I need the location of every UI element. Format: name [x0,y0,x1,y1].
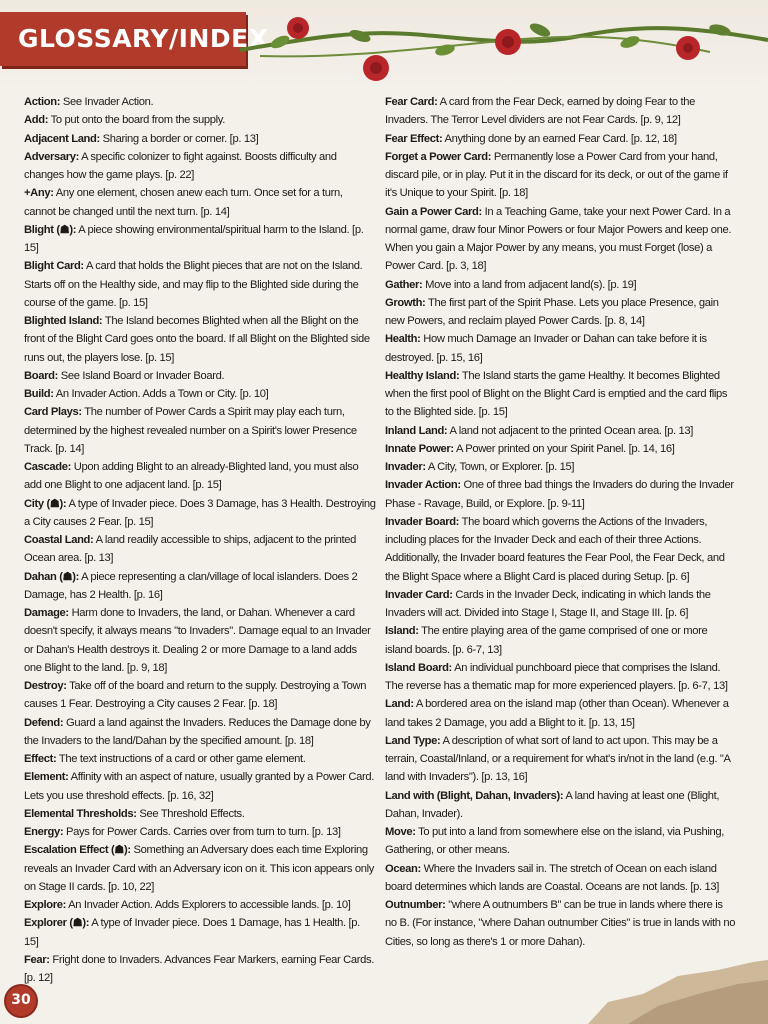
glossary-definition: Take off of the board and return to the supply. Destroying a Town causes 1 Fear. Destroying a City causes 2 Fear. [p. 18] [24,680,367,711]
glossary-entry [24,367,376,385]
glossary-definition: Pays for Power Cards. Carries over from turn to turn. [p. 13] [65,826,341,838]
glossary-entry [385,330,737,367]
glossary-term: Destroy: [24,680,67,692]
glossary-term: Inland Land: [385,424,448,437]
glossary-entry [385,860,737,897]
leaf [528,21,552,39]
glossary-definition: The board which governs the Actions of the Invaders, including places for the Invader Deck and each of their three Actions. Additionally, the Invader board features the Fear Pool, the Fear Deck, and the Blight Space where a Blight Card is placed during Setup. [p. 6] [385,515,725,583]
glossary-entry [385,440,737,458]
glossary-term: Invader: [385,461,426,473]
glossary-term: Fear: [24,953,50,966]
glossary-entry [24,805,376,823]
glossary-definition: See Invader Action. [62,96,154,108]
glossary-definition: A land readily accessible to ships, adjacent to the printed Ocean area. [p. 13] [24,534,357,565]
glossary-term: Land Type: [385,734,441,747]
glossary-definition: An individual punchboard piece that comprises the Island. The reverse has a thematic map for more experienced players. [p. 6-7, 13] [385,661,728,692]
glossary-term: Blight (☗): [24,223,77,236]
glossary-entry [24,184,376,221]
glossary-definition: The Island starts the game Healthy. It becomes Blighted when the first pool of Blight on the Blight Card is emptied and the card flips to the Blighted side. [p. 15] [385,369,728,419]
glossary-entry [24,312,376,367]
glossary-term: Innate Power: [385,442,454,455]
glossary-entry [24,823,376,841]
leaf [269,33,291,51]
glossary-entry [24,531,376,568]
glossary-definition: The text instructions of a card or other game element. [58,753,306,765]
glossary-term: Build: [24,388,54,400]
glossary-term: Healthy Island: [385,369,460,382]
page-number: 30 [11,992,31,1008]
glossary-definition: One of three bad things the Invaders do during the Invader Phase - Ravage, Build, or Explore. [p. 9-11] [385,479,734,510]
glossary-entry [385,513,737,586]
glossary-definition: Something an Adversary does each time Exploring reveals an Invader Card with an Adversary icon on it. This icon appears only on Stage II cards. [p. 10, 22] [24,844,375,893]
glossary-entry [24,148,376,185]
glossary-term: Invader Board: [385,515,460,528]
glossary-definition: See Island Board or Invader Board. [60,369,225,382]
glossary-term: Add: [24,114,49,127]
glossary-entry [385,695,737,732]
glossary-entry [385,367,737,422]
glossary-term: Explorer (☗): [24,917,90,930]
glossary-definition: Any one element, chosen anew each turn. Once set for a turn, cannot be changed until the next turn. [p. 14] [24,187,343,218]
glossary-term: Island: [385,625,419,638]
glossary-entry [24,458,376,495]
glossary-term: Blight Card: [24,260,84,273]
glossary-entry [385,732,737,787]
glossary-definition: A City, Town, or Explorer. [p. 15] [427,461,575,473]
glossary-entry [24,257,376,312]
glossary-definition: How much Damage an Invader or Dahan can take before it is destroyed. [p. 15, 16] [385,333,707,364]
rose-vine-illustration [240,0,768,90]
glossary-entry [385,896,737,951]
glossary-term: Defend: [24,716,64,729]
glossary-term: Action: [24,96,61,108]
glossary-entry [24,495,376,532]
glossary-entry [24,951,376,988]
glossary-term: Gain a Power Card: [385,205,482,218]
glossary-column-right [385,93,737,951]
glossary-definition: An Invader Action. Adds Explorers to accessible lands. [p. 10] [68,899,351,911]
glossary-definition: Harm done to Invaders, the land, or Dahan. Whenever a card doesn't specify, it always means "to Invaders". Damage equal to an Invader or Dahan's Health destroys it. Dealing 2 or more Damage to a land adds one Blight to the land. [p. 9, 18] [24,607,371,674]
glossary-term: Health: [385,333,421,346]
glossary-definition: Move into a land from adjacent land(s). [p. 19] [425,278,637,291]
glossary-term: Blighted Island: [24,315,103,327]
glossary-term: Forget a Power Card: [385,150,492,163]
glossary-term: Move: [385,826,416,838]
glossary-entry [24,714,376,751]
glossary-entry [24,914,376,951]
glossary-entry [24,604,376,677]
glossary-term: Growth: [385,296,426,309]
glossary-entry [385,622,737,659]
glossary-term: Fear Card: [385,96,438,108]
glossary-entry [385,294,737,331]
glossary-term: Island Board: [385,661,452,674]
glossary-term: Invader Card: [385,588,453,601]
glossary-definition: The first part of the Spirit Phase. Lets you place Presence, gain new Powers, and reclaim played Power Cards. [p. 8, 14] [385,296,719,327]
glossary-entry [24,568,376,605]
glossary-entry [24,677,376,714]
glossary-term: Escalation Effect (☗): [24,844,131,857]
glossary-definition: A piece representing a clan/village of local islanders. Does 2 Damage, has 2 Health. [p. 16] [24,570,358,601]
rose-icon [683,43,693,53]
glossary-entry [24,768,376,805]
glossary-definition: The number of Power Cards a Spirit may play each turn, determined by the highest revealed number on a Spirit's lower Presence Track. [p. 14] [24,406,357,455]
glossary-term: Energy: [24,826,64,838]
leaf [348,28,372,45]
glossary-entry [385,458,737,476]
glossary-term: Explore: [24,899,66,911]
glossary-column-left [24,93,376,987]
glossary-entry [385,659,737,696]
glossary-entry [24,750,376,768]
glossary-entry [385,203,737,276]
glossary-term: Land with (Blight, Dahan, Invaders): [385,789,564,802]
glossary-definition: Guard a land against the Invaders. Reduces the Damage done by the Invaders to the land/Dahan by the specified amount. [p. 18] [24,716,371,747]
glossary-definition: A land having at least one (Blight, Dahan, Invader). [385,789,720,820]
glossary-definition: The entire playing area of the game comprised of one or more island boards. [p. 6-7, 13] [385,625,708,656]
glossary-entry [24,111,376,129]
rose-icon [370,62,382,74]
glossary-definition: Where the Invaders sail in. The stretch of Ocean on each island board determines which lands are Coastal. Oceans are not lands. [p. 13] [385,862,719,893]
glossary-term: Fear Effect: [385,132,443,145]
glossary-term: Adversary: [24,150,79,163]
glossary-term: Dahan (☗): [24,570,80,583]
glossary-definition: "where A outnumbers B" can be true in lands where there is no B. (For instance, "where Dahan outnumber Cities" is true in lands with no Cities, so long as there's 1 or more Dahan). [385,899,736,948]
glossary-term: City (☗): [24,497,67,510]
glossary-entry [385,422,737,440]
glossary-definition: A land not adjacent to the printed Ocean area. [p. 13] [449,424,694,437]
glossary-definition: A Power printed on your Spirit Panel. [p. 14, 16] [455,442,675,455]
page-title: GLOSSARY/INDEX [18,24,269,53]
glossary-term: Ocean: [385,862,421,875]
glossary-entry [24,93,376,111]
glossary-term: Effect: [24,753,57,765]
glossary-term: Gather: [385,278,423,291]
glossary-definition: To put onto the board from the supply. [50,114,225,127]
glossary-definition: Upon adding Blight to an already-Blighted land, you must also add one Blight to one adjacent land. [p. 15] [24,461,359,492]
glossary-definition: Affinity with an aspect of nature, usually granted by a Power Card. Lets you use threshold effects. [p. 16, 32] [24,771,375,802]
glossary-definition: Fright done to Invaders. Advances Fear Markers, earning Fear Cards. [p. 12] [24,953,375,984]
glossary-definition: A type of Invader piece. Does 1 Damage, has 1 Health. [p. 15] [24,917,360,948]
glossary-term: Coastal Land: [24,534,94,546]
glossary-entry [24,130,376,148]
glossary-term: Outnumber: [385,899,446,911]
glossary-definition: Anything done by an earned Fear Card. [p. 12, 18] [444,132,677,145]
glossary-entry [385,130,737,148]
glossary-term: Adjacent Land: [24,132,100,145]
glossary-term: Invader Action: [385,479,461,492]
glossary-term: +Any: [24,187,54,200]
glossary-definition: A bordered area on the island map (other than Ocean). Whenever a land takes 2 Damage, you add a Blight to it. [p. 13, 15] [385,698,729,729]
glossary-term: Element: [24,771,69,784]
glossary-entry [385,823,737,860]
rose-icon [293,23,303,33]
glossary-definition: A piece showing environmental/spiritual harm to the Island. [p. 15] [24,223,364,254]
glossary-term: Elemental Thresholds: [24,807,137,820]
glossary-term: Land: [385,698,414,711]
glossary-entry [385,787,737,824]
title-banner [0,12,269,66]
glossary-entry [24,841,376,896]
glossary-definition: A specific colonizer to fight against. Boosts difficulty and changes how the game plays. [p. 22] [24,150,337,181]
glossary-entry [24,221,376,258]
glossary-entry [385,586,737,623]
page-number-badge [6,986,36,1016]
glossary-definition: A type of Invader piece. Does 3 Damage, has 3 Health. Destroying a City causes 2 Fear. [p. 15] [24,497,376,528]
glossary-entry [24,403,376,458]
cliff-illustration [588,954,768,1024]
glossary-definition: A card that holds the Blight pieces that are not on the Island. Starts off on the Healthy side, and may flip to the Blighted side during the course of the game. [p. 15] [24,260,363,309]
leaf [619,34,641,50]
glossary-definition: A description of what sort of land to act upon. This may be a terrain, Coastal/Inland, or a requirement for what's in/not in the land (e.g. "A land with Invaders"). [p. 13, 16] [385,734,731,784]
glossary-entry [385,148,737,203]
glossary-entry [24,385,376,403]
glossary-entry [385,476,737,513]
glossary-definition: A card from the Fear Deck, earned by doing Fear to the Invaders. The Terror Level dividers are not Fear Cards. [p. 9, 12] [385,96,695,127]
glossary-entry [385,276,737,294]
glossary-definition: See Threshold Effects. [139,807,245,820]
glossary-entry [24,896,376,914]
glossary-definition: In a Teaching Game, take your next Power Card. In a normal game, draw four Minor Powers or four Major Powers and keep one. When you gain a Major Power by any means, you must Forget (lose) a Power Card. [p. 3, 18] [385,205,732,273]
glossary-definition: The Island becomes Blighted when all the Blight on the front of the Blight Card goes onto the board. If all Blight on the Blighted side runs out, the players lose. [p. 15] [24,315,370,364]
glossary-definition: To put into a land from somewhere else on the island, via Pushing, Gathering, or other means. [385,826,725,857]
glossary-term: Damage: [24,607,69,619]
glossary-definition: Sharing a border or corner. [p. 13] [102,132,259,145]
glossary-term: Card Plays: [24,406,82,419]
glossary-definition: Permanently lose a Power Card from your hand, discard pile, or in play. Put it in the discard for its deck, or out of the game if it's Unique to your Spirit. [p. 18] [385,150,728,200]
glossary-definition: An Invader Action. Adds a Town or City. [p. 10] [55,388,269,400]
glossary-definition: Cards in the Invader Deck, indicating in which lands the Invaders will act. Divided into Stage I, Stage II, and Stage III. [p. 6] [385,588,711,619]
rose-icon [502,36,514,48]
glossary-term: Cascade: [24,461,71,473]
glossary-entry [385,93,737,130]
glossary-term: Board: [24,369,58,382]
